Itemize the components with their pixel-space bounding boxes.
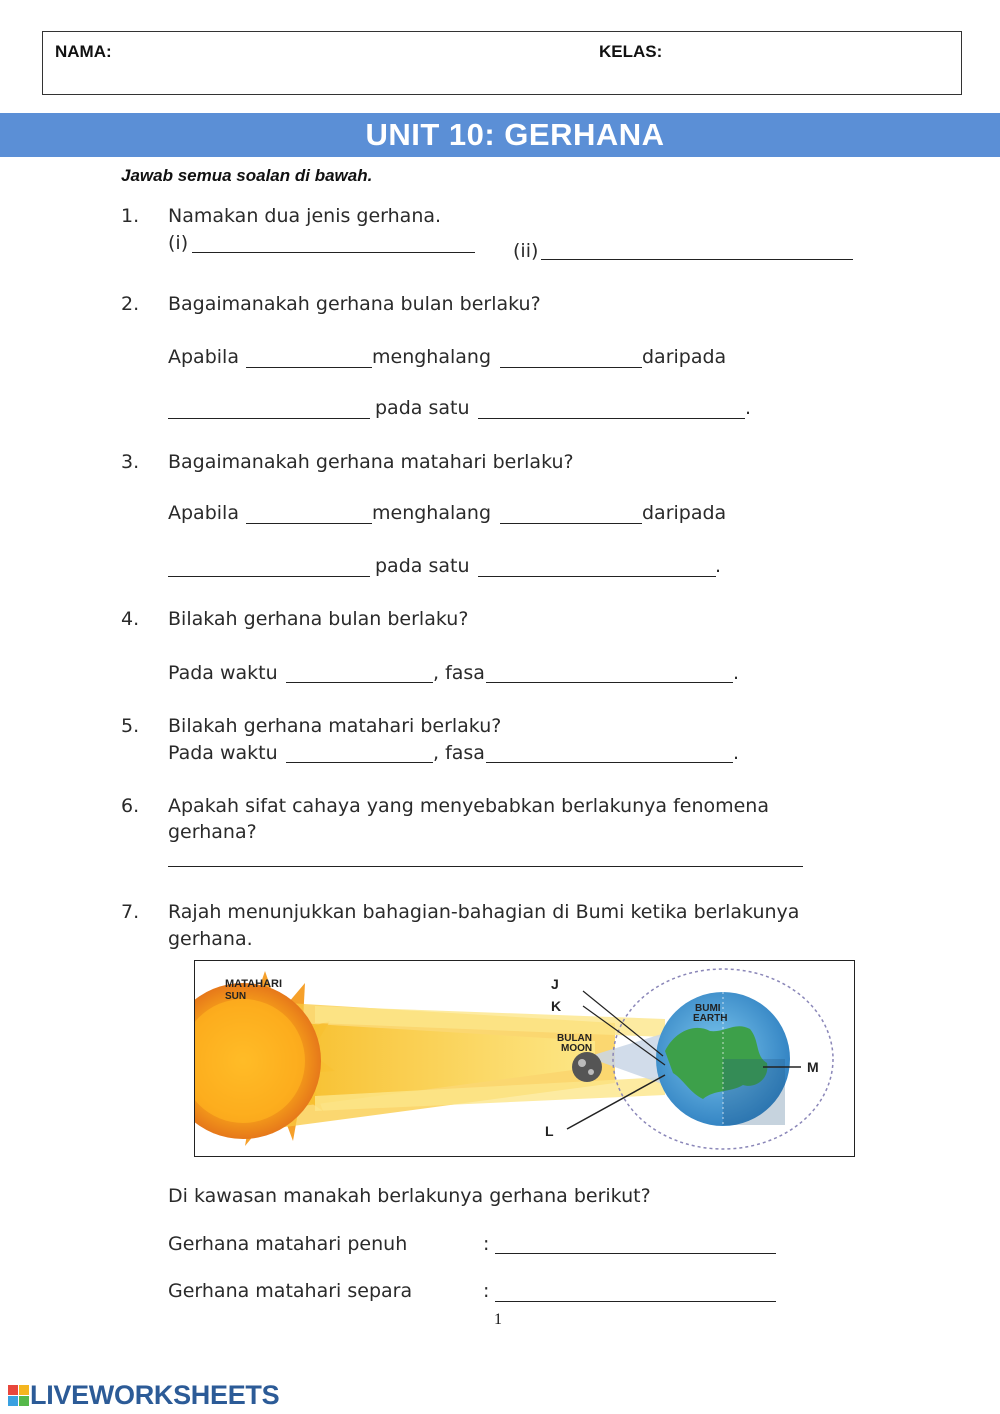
moon-label: BULAN — [557, 1033, 592, 1044]
q3-period: . — [715, 555, 722, 577]
q5-number: 5. — [121, 715, 140, 737]
q1-part-ii-label: (ii) — [513, 240, 539, 262]
title-bar — [0, 113, 1000, 157]
point-j-label: J — [551, 976, 559, 992]
q3-pada-satu: pada satu — [375, 555, 470, 577]
q7-text-line2: gerhana. — [168, 928, 253, 950]
q7-item2-colon: : — [483, 1280, 490, 1302]
q7-text-line1: Rajah menunjukkan bahagian-bahagian di Bumi ketika berlakunya — [168, 901, 800, 923]
q7-item2-label: Gerhana matahari separa — [168, 1280, 413, 1302]
sun-label-en: SUN — [225, 991, 247, 1002]
point-k-label: K — [551, 998, 562, 1014]
earth-label-en: EARTH — [693, 1013, 728, 1024]
q7-item1-label: Gerhana matahari penuh — [168, 1233, 408, 1255]
q7-number: 7. — [121, 901, 140, 923]
q7-item1-blank[interactable] — [495, 1253, 776, 1254]
q7-item1-colon: : — [483, 1233, 490, 1255]
q6-text-line2: gerhana? — [168, 821, 257, 843]
q5-pada-waktu: Pada waktu — [168, 742, 278, 764]
q2-blank-4[interactable] — [478, 418, 745, 419]
q5-fasa: , fasa — [433, 742, 485, 764]
q2-blank-2[interactable] — [500, 367, 642, 368]
q4-text: Bilakah gerhana bulan berlaku? — [168, 608, 469, 630]
q4-pada-waktu: Pada waktu — [168, 662, 278, 684]
q6-number: 6. — [121, 795, 140, 817]
eclipse-diagram — [194, 960, 855, 1157]
q6-answer-blank[interactable] — [168, 866, 803, 867]
q2-number: 2. — [121, 293, 140, 315]
student-info-box — [42, 31, 962, 95]
q3-menghalang: menghalang — [372, 502, 492, 524]
q5-period: . — [733, 742, 740, 764]
q2-pada-satu: pada satu — [375, 397, 470, 419]
q1-text: Namakan dua jenis gerhana. — [168, 205, 442, 227]
eclipse-diagram-svg — [195, 961, 855, 1157]
q3-blank-3[interactable] — [168, 576, 370, 577]
q4-fasa: , fasa — [433, 662, 485, 684]
liveworksheets-text: LIVEWORKSHEETS — [30, 1380, 280, 1410]
q5-blank-1[interactable] — [286, 762, 433, 763]
q7-sub-question: Di kawasan manakah berlakunya gerhana berikut? — [168, 1185, 651, 1207]
q4-number: 4. — [121, 608, 140, 630]
q2-blank-1[interactable] — [246, 367, 372, 368]
q5-blank-2[interactable] — [486, 762, 733, 763]
point-m-label: M — [807, 1059, 819, 1075]
q3-daripada: daripada — [642, 502, 727, 524]
point-l-label: L — [545, 1123, 554, 1139]
q4-blank-1[interactable] — [286, 682, 433, 683]
q5-text: Bilakah gerhana matahari berlaku? — [168, 715, 502, 737]
q6-text-line1: Apakah sifat cahaya yang menyebabkan berlakunya fenomena — [168, 795, 769, 817]
q7-item2-blank[interactable] — [495, 1301, 776, 1302]
q3-blank-1[interactable] — [246, 523, 372, 524]
q3-text: Bagaimanakah gerhana matahari berlaku? — [168, 451, 574, 473]
page-number: 1 — [494, 1311, 502, 1328]
moon-icon — [572, 1052, 602, 1082]
q2-daripada: daripada — [642, 346, 727, 368]
q2-blank-3[interactable] — [168, 418, 370, 419]
q2-menghalang: menghalang — [372, 346, 492, 368]
q1-number: 1. — [121, 205, 140, 227]
q3-apabila: Apabila — [168, 502, 239, 524]
liveworksheets-blocks-icon — [8, 1385, 30, 1407]
q1-answer-i-blank[interactable] — [192, 252, 475, 253]
sun-label: MATAHARI — [225, 978, 283, 990]
q1-answer-ii-blank[interactable] — [541, 259, 853, 260]
q4-period: . — [733, 662, 740, 684]
nama-label: NAMA: — [55, 42, 112, 61]
moon-label-en: MOON — [561, 1043, 593, 1054]
q3-number: 3. — [121, 451, 140, 473]
kelas-label: KELAS: — [599, 42, 663, 61]
earth-label: BUMI — [695, 1003, 721, 1014]
q4-blank-2[interactable] — [486, 682, 733, 683]
page-title: UNIT 10: GERHANA — [365, 117, 665, 152]
q3-blank-2[interactable] — [500, 523, 642, 524]
q2-apabila: Apabila — [168, 346, 239, 368]
q2-text: Bagaimanakah gerhana bulan berlaku? — [168, 293, 541, 315]
q2-period: . — [745, 397, 752, 419]
q3-blank-4[interactable] — [478, 576, 716, 577]
q1-part-i-label: (i) — [168, 232, 189, 254]
liveworksheets-logo[interactable] — [8, 1380, 279, 1411]
instruction: Jawab semua soalan di bawah. — [121, 166, 373, 185]
